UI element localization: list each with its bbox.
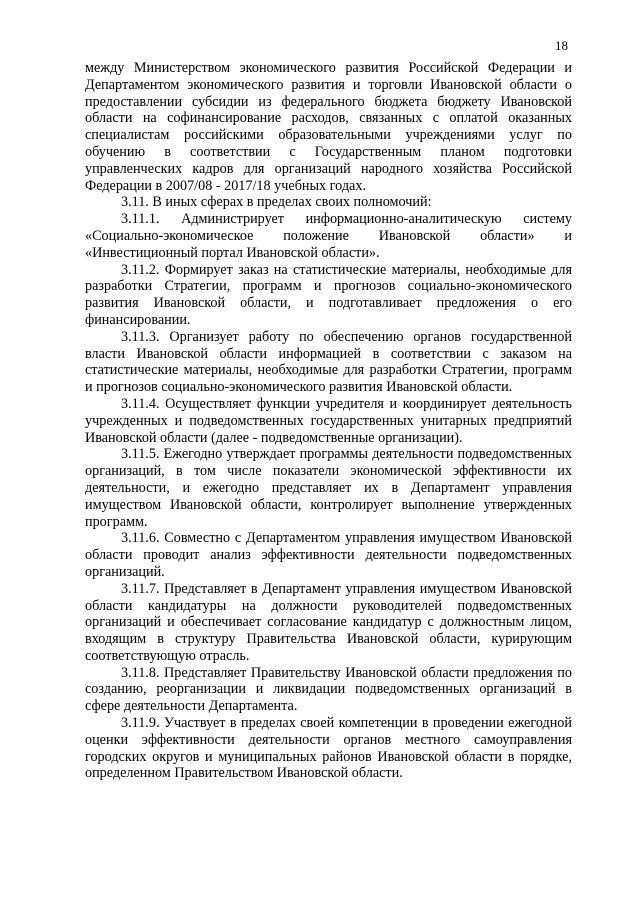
document-body bbox=[85, 60, 572, 782]
paragraph-3-11-8: 3.11.8. Представляет Правительству Ивановской области предложения по созданию, реорганизации и ликвидации подведомственных организаций в сфере деятельности Департамента. bbox=[85, 664, 572, 715]
paragraph-3-11-7: 3.11.7. Представляет в Департамент управления имуществом Ивановской области кандидатуры на должности руководителей подведомственных организаций и обеспечивает согласование кандидатур с должностным лицом, входящим в структуру Правительства Ивановской области, курирующим соответствующую отрасль. bbox=[85, 580, 572, 664]
paragraph-3-11-2: 3.11.2. Формирует заказ на статистические материалы, необходимые для разработки Стратегии, программ и прогнозов социально-экономического развития Ивановской области, и подготавливает предложения о его финансировании. bbox=[85, 261, 572, 328]
paragraph-3-11-3: 3.11.3. Организует работу по обеспечению органов государственной власти Ивановской области информацией в соответствии с заказом на статистические материалы, необходимые для разработки Стратегии, программ и прогнозов социально-экономического развития Ивановской области. bbox=[85, 328, 572, 396]
paragraph-3-11-6: 3.11.6. Совместно с Департаментом управления имуществом Ивановской области проводит анализ эффективности деятельности подведомственных организаций. bbox=[85, 530, 572, 580]
page-number: 18 bbox=[555, 38, 568, 53]
paragraph-3-11-5: 3.11.5. Ежегодно утверждает программы деятельности подведомственных организаций, в том числе показатели экономической эффективности их деятельности, и ежегодно представляет их в Департамент управления имуществом Ивановской области, контролирует выполнение утвержденных программ. bbox=[85, 446, 572, 530]
paragraph-3-11: 3.11. В иных сферах в пределах своих полномочий: bbox=[121, 194, 432, 211]
paragraph-0: между Министерством экономического развития Российской Федерации и Департаментом экономического развития и торговли Ивановской области о предоставлении субсидии из федерального бюджета бюджету Ивановской области на софинансирование расходов, связанных с оплатой оказанных специалистам российскими образовательными учреждениями услуг по обучению в соответствии с Государственным планом подготовки управленческих кадров для организаций народного хозяйства Российской Федерации в 2007/08 - 2017/18 учебных годах. bbox=[85, 60, 572, 194]
paragraph-3-11-4: 3.11.4. Осуществляет функции учредителя и координирует деятельность учрежденных и подведомственных государственных унитарных предприятий Ивановской области (далее - подведомственные организации). bbox=[85, 395, 572, 446]
paragraph-3-11-9: 3.11.9. Участвует в пределах своей компетенции в проведении ежегодной оценки эффективности деятельности органов местного самоуправления городских округов и муниципальных районов Ивановской области в порядке, определенном Правительством Ивановской области. bbox=[85, 715, 572, 782]
paragraph-3-11-1: 3.11.1. Администрирует информационно-аналитическую систему «Социально-экономическое положение Ивановской области» и «Инвестиционный портал Ивановской области». bbox=[85, 211, 572, 261]
